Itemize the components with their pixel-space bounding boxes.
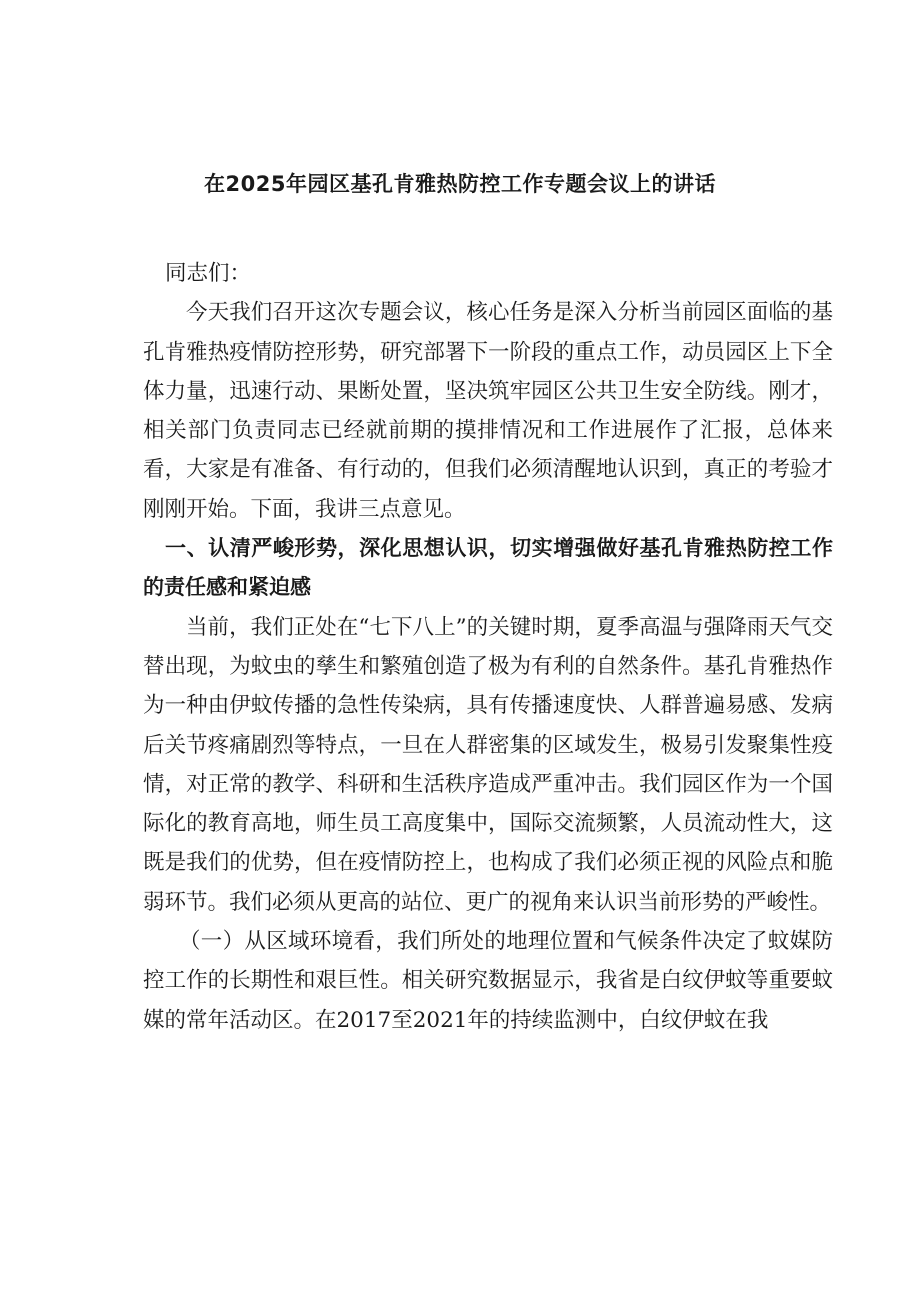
document-body (143, 254, 833, 1040)
opening-paragraph: 今天我们召开这次专题会议，核心任务是深入分析当前园区面临的基孔肯雅热疫情防控形势，研究部署下一阶段的重点工作，动员园区上下全体力量，迅速行动、果断处置，坚决筑牢园区公共卫生安全防线。刚才，相关部门负责同志已经就前期的摸排情况和工作进展作了汇报，总体来看，大家是有准备、有行动的，但我们必须清醒地认识到，真正的考验才刚刚开始。下面，我讲三点意见。 (143, 300, 833, 522)
salutation: 同志们： (165, 261, 252, 286)
subsection-paragraph: （一）从区域环境看，我们所处的地理位置和气候条件决定了蚊媒防控工作的长期性和艰巨性。相关研究数据显示，我省是白纹伊蚊等重要蚊媒的常年活动区。在2017至2021年的持续监测中，白纹伊蚊在我 (143, 929, 833, 1033)
document-title: 在2025年园区基孔肯雅热防控工作专题会议上的讲话 (204, 172, 716, 196)
section-paragraph: 当前，我们正处在“七下八上”的关键时期，夏季高温与强降雨天气交替出现，为蚊虫的孳生和繁殖创造了极为有利的自然条件。基孔肯雅热作为一种由伊蚊传播的急性传染病，具有传播速度快、人群普遍易感、发病后关节疼痛剧烈等特点，一旦在人群密集的区域发生，极易引发聚集性疫情，对正常的教学、科研和生活秩序造成严重冲击。我们园区作为一个国际化的教育高地，师生员工高度集中，国际交流频繁，人员流动性大，这既是我们的优势，但在疫情防控上，也构成了我们必须正视的风险点和脆弱环节。我们必须从更高的站位、更广的视角来认识当前形势的严峻性。 (143, 614, 833, 915)
section-heading: 一、认清严峻形势，深化思想认识，切实增强做好基孔肯雅热防控工作的责任感和紧迫感 (143, 536, 833, 600)
